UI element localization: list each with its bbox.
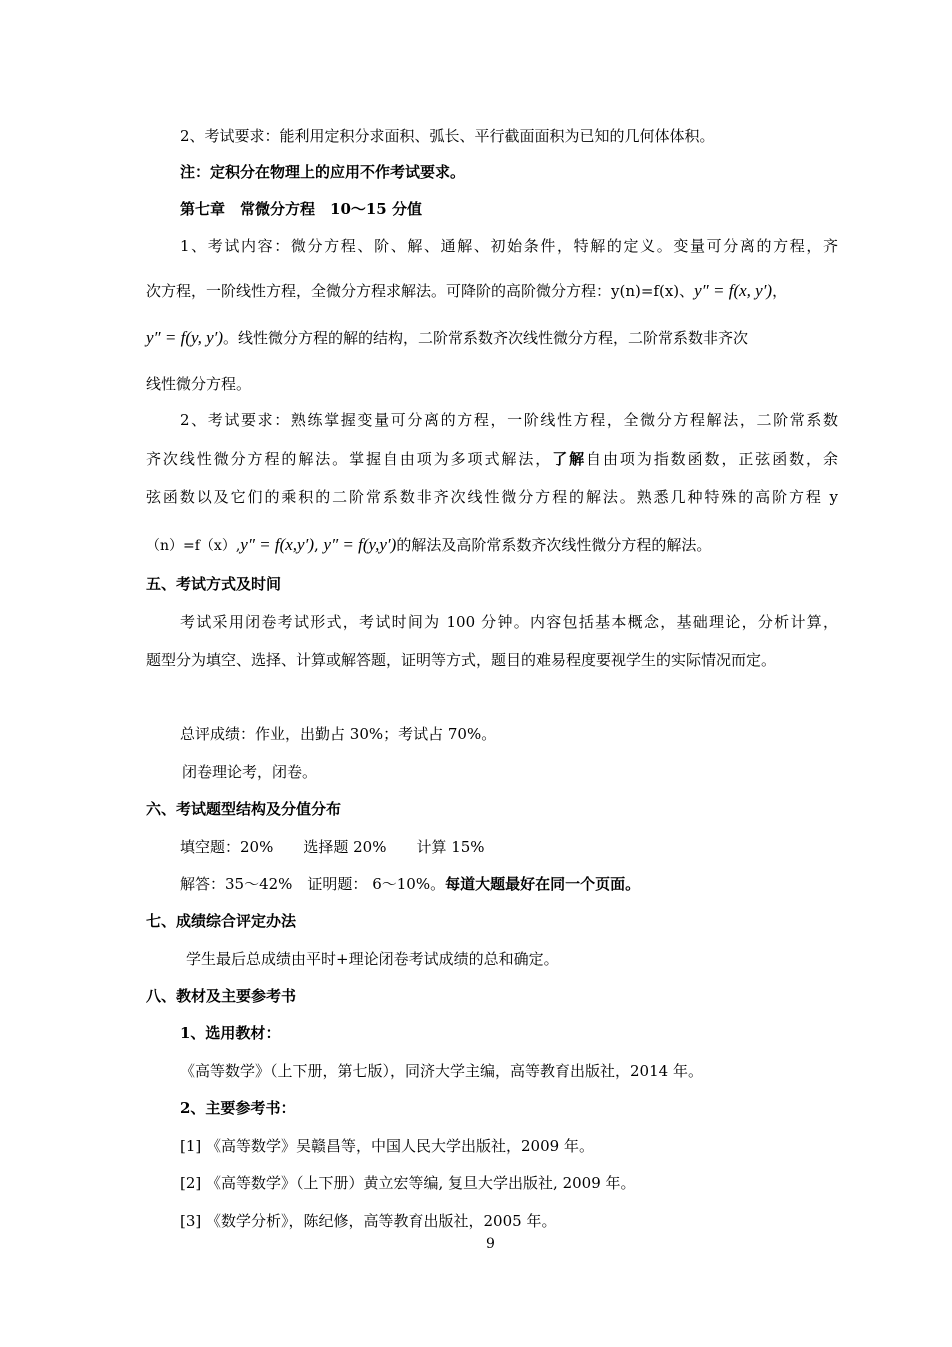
section-6-heading: 六、考试题型结构及分值分布 [146, 800, 342, 818]
reference-item: [1] 《高等数学》吴赣昌等，中国人民大学出版社，2009 年。 [180, 1137, 594, 1155]
section-5-para-line-2: 题型分为填空、选择、计算或解答题，证明等方式，题目的难易程度要视学生的实际情况而定。 [146, 651, 777, 669]
formula-y2-f-x-y1-b: y″ = f(x,y′) [240, 535, 314, 554]
section-7-text: 学生最后总成绩由平时+理论闭卷考试成绩的总和确定。 [186, 950, 559, 968]
textbook-entry: 《高等数学》（上下册，第七版），同济大学主编，高等教育出版社，2014 年。 [180, 1062, 703, 1080]
ch7-req-line-3: 弦函数以及它们的乘积的二阶常系数非齐次线性微分方程的解法。熟悉几种特殊的高阶方程 y [146, 488, 838, 506]
section-8-heading: 八、教材及主要参考书 [146, 987, 297, 1005]
ch7-req-line-2-b: 自由项为指数函数，正弦函数，余 [586, 450, 838, 468]
formula-y2-f-x-y1: y″ = f(x, y′) [694, 281, 773, 300]
formula-y2-f-y-y1: y″ = f(y, y′) [146, 328, 224, 347]
section-5-heading: 五、考试方式及时间 [146, 575, 282, 593]
ch7-content-line-2 [146, 281, 787, 301]
ch7-req-line-4-b: 的解法及高阶常系数齐次线性微分方程的解法。 [396, 536, 712, 554]
ch7-content-line-3-text: 。线性微分方程的解的结构，二阶常系数齐次线性微分方程，二阶常系数非齐次 [223, 329, 749, 347]
section-5-para-line-1: 考试采用闭卷考试形式，考试时间为 100 分钟。内容包括基本概念，基础理论，分析计算， [180, 613, 838, 631]
ch6-requirement: 2、考试要求：能利用定积分求面积、弧长、平行截面面积为已知的几何体体积。 [180, 127, 715, 145]
page-number: 9 [486, 1236, 495, 1252]
score-distribution-line-2-a: 解答：35～42% 证明题： 6～10%。 [180, 875, 446, 893]
ch7-req-line-2 [146, 449, 838, 469]
formula-y2-f-y-y1-b: y″ = f(y,y′) [323, 535, 397, 554]
ch7-content-line-2-text: 次方程，一阶线性方程，全微分方程求解法。可降阶的高阶微分方程：y(n)=f(x)、 [146, 282, 695, 300]
ch7-content-line-3 [146, 328, 748, 348]
section-7-heading: 七、成绩综合评定办法 [146, 912, 297, 930]
closed-book-exam: 闭卷理论考，闭卷。 [182, 763, 318, 781]
ch7-content-line-1: 1、考试内容：微分方程、阶、解、通解、初始条件，特解的定义。变量可分离的方程，齐 [180, 237, 838, 255]
ch7-req-line-4-a: （n）=f（x）, [146, 538, 241, 554]
ch6-note: 注：定积分在物理上的应用不作考试要求。 [180, 163, 466, 181]
ch7-req-line-4-sep: , [313, 536, 319, 554]
references-subheading: 2、主要参考书： [180, 1099, 296, 1117]
ch7-req-line-1: 2、考试要求：熟练掌握变量可分离的方程，一阶线性方程，全微分方程解法，二阶常系数 [180, 411, 838, 429]
total-grade: 总评成绩：作业，出勤占 30%；考试占 70%。 [180, 725, 497, 743]
textbook-subheading: 1、选用教材： [180, 1024, 281, 1042]
ch7-req-line-2-a: 齐次线性微分方程的解法。掌握自由项为多项式解法， [146, 450, 553, 468]
score-distribution-line-2 [180, 874, 640, 894]
chapter-7-title: 第七章 常微分方程 10～15 分值 [180, 200, 422, 218]
score-distribution-line-2-bold: 每道大题最好在同一个页面。 [445, 875, 641, 893]
score-distribution-line-1: 填空题：20% 选择题 20% 计算 15% [180, 838, 485, 856]
reference-item: [2] 《高等数学》（上下册）黄立宏等编, 复旦大学出版社, 2009 年。 [180, 1174, 636, 1192]
ch7-req-line-4 [146, 535, 711, 556]
reference-item: [3] 《数学分析》，陈纪修，高等教育出版社，2005 年。 [180, 1212, 557, 1230]
ch7-content-line-4: 线性微分方程。 [146, 375, 252, 393]
ch7-content-line-2-end: ， [772, 282, 788, 300]
ch7-req-line-2-bold: 了解 [552, 450, 587, 468]
